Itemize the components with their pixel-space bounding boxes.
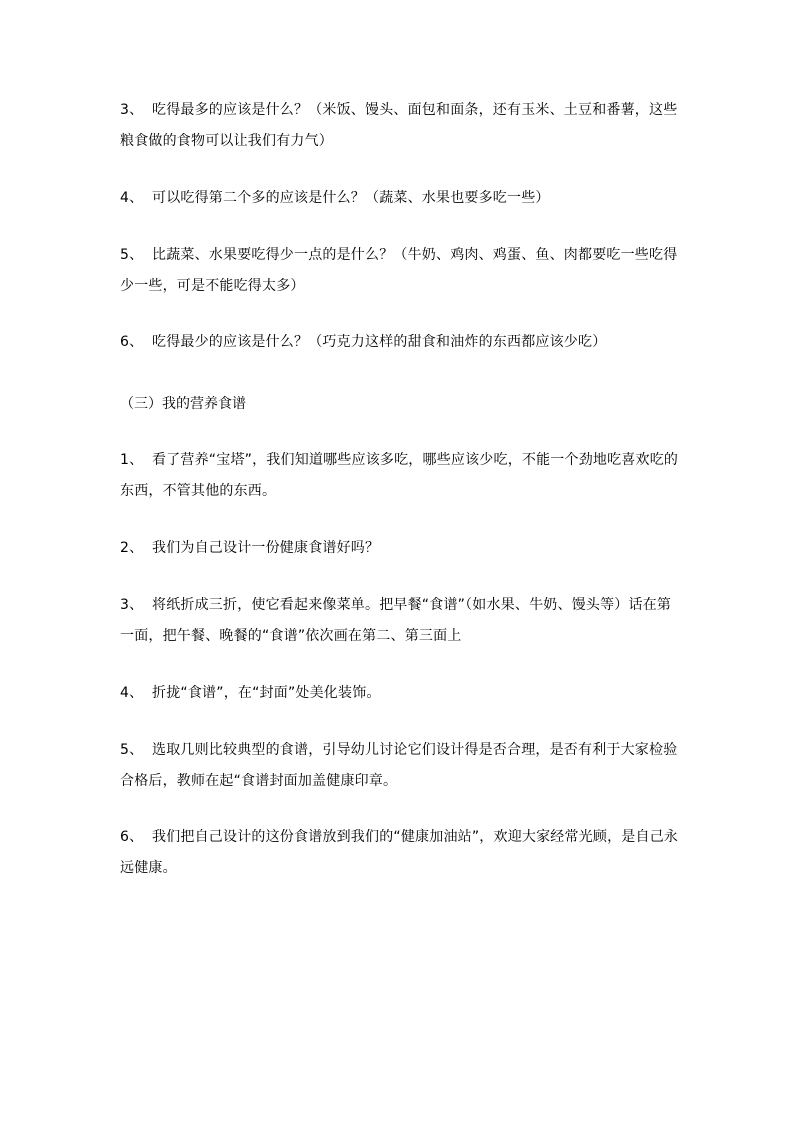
list-item	[120, 183, 676, 214]
list-item-number: 5、	[120, 742, 144, 758]
list-item	[120, 240, 676, 302]
list-item-text: 可以吃得第二个多的应该是什么？（蔬菜、水果也要多吃一些）	[152, 190, 550, 206]
list-item-line	[120, 183, 676, 214]
section-heading: （三）我的营养食谱	[120, 396, 246, 412]
list-item	[120, 735, 676, 797]
list-item-text: 吃得最多的应该是什么？（米饭、馒头、面包和面条，还有玉米、土豆和番薯，这些	[152, 102, 678, 118]
list-item-line	[120, 445, 679, 476]
list-item-continuation: 远健康。	[120, 860, 177, 876]
list-item-continuation: 少一些，可是不能吃得太多）	[120, 278, 305, 294]
list-item-line	[120, 533, 676, 564]
list-item	[120, 590, 676, 652]
list-item-number: 4、	[120, 190, 144, 206]
list-item-number: 1、	[120, 452, 144, 468]
list-item-number: 6、	[120, 829, 144, 845]
list-item-text: 折拢“食谱”，在“封面”处美化装饰。	[152, 685, 381, 701]
list-item-continuation: 合格后，教师在起“食谱封面加盖健康印章。	[120, 773, 398, 789]
list-item-line	[120, 240, 676, 271]
list-item-number: 3、	[120, 597, 144, 613]
list-item-number: 2、	[120, 540, 144, 556]
list-item-text: 我们把自己设计的这份食谱放到我们的“健康加油站”，欢迎大家经常光顾，是自己永	[152, 829, 679, 845]
list-item-line	[120, 735, 676, 766]
list-item-text: 选取几则比较典型的食谱，引导幼儿讨论它们设计得是否合理，是否有利于大家检验	[152, 742, 678, 758]
list-item-line	[120, 822, 679, 853]
list-item	[120, 95, 676, 157]
list-item-number: 6、	[120, 334, 144, 350]
list-item-number: 4、	[120, 685, 144, 701]
list-item	[120, 678, 676, 709]
list-item-number: 5、	[120, 247, 144, 263]
list-item-text: 我们为自己设计一份健康食谱好吗？	[152, 540, 380, 556]
list-item	[120, 533, 676, 564]
list-item-line	[120, 678, 676, 709]
list-item	[120, 327, 676, 358]
list-item-text: 看了营养“宝塔”，我们知道哪些应该多吃，哪些应该少吃，不能一个劲地吃喜欢吃的	[152, 452, 679, 468]
list-item-continuation: 粮食做的食物可以让我们有力气）	[120, 133, 333, 149]
list-item-continuation: 东西，不管其他的东西。	[120, 483, 277, 499]
list-item-number: 3、	[120, 102, 144, 118]
list-item-text: 比蔬菜、水果要吃得少一点的是什么？（牛奶、鸡肉、鸡蛋、鱼、肉都要吃一些吃得	[152, 247, 678, 263]
list-item-text: 将纸折成三折，使它看起来像菜单。把早餐“食谱”（如水果、牛奶、馒头等）话在第	[152, 597, 672, 613]
list-item-line	[120, 327, 676, 358]
list-item-line	[120, 590, 676, 621]
list-item	[120, 822, 679, 884]
list-item-text: 吃得最少的应该是什么？（巧克力这样的甜食和油炸的东西都应该少吃）	[152, 334, 607, 350]
list-item-continuation: 一面，把午餐、晚餐的“食谱”依次画在第二、第三面上	[120, 628, 462, 644]
list-item-line	[120, 95, 676, 126]
list-item	[120, 445, 679, 507]
